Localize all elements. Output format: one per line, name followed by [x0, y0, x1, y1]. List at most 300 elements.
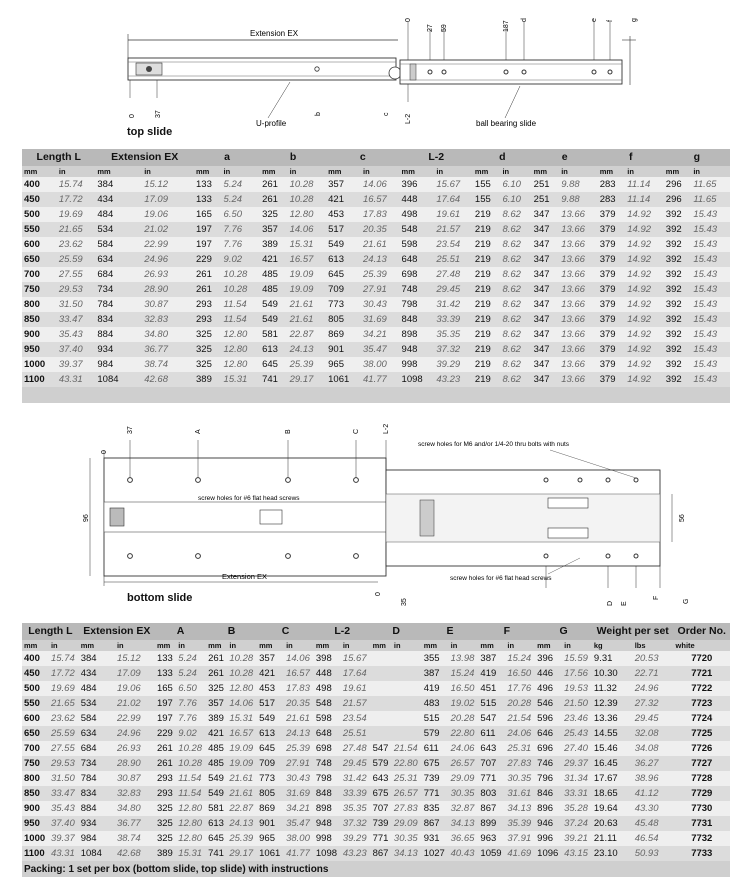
- unit-header: in: [559, 166, 598, 177]
- table-cell: 39.37: [57, 357, 96, 372]
- table-cell: 771: [478, 771, 505, 786]
- table-cell: 771: [371, 831, 392, 846]
- table-cell: 13.66: [559, 237, 598, 252]
- table-cell: 12.80: [176, 801, 206, 816]
- table-cell: 31.42: [341, 771, 371, 786]
- table-cell: 251: [532, 177, 560, 192]
- table-cell: 25.39: [288, 357, 327, 372]
- table-cell: 29.17: [227, 846, 257, 861]
- table-cell: 17.67: [592, 771, 633, 786]
- unit-header: mm: [478, 640, 505, 651]
- table-cell: 392: [664, 312, 692, 327]
- table-cell: 35.43: [49, 801, 79, 816]
- table-cell: 25.51: [341, 726, 371, 741]
- table-cell: 7727: [674, 756, 730, 771]
- flat-head-screws-label-bottom: screw holes for #6 flat head screws: [450, 575, 552, 582]
- table-cell: 517: [326, 222, 361, 237]
- table-cell: 15.43: [691, 357, 730, 372]
- table-cell: 27.91: [284, 756, 314, 771]
- table-cell: 450: [22, 666, 49, 681]
- table-cell: 21.54: [392, 741, 422, 756]
- table-cell: 355: [422, 651, 449, 666]
- table-cell: 155: [473, 192, 501, 207]
- table-cell: 21.65: [57, 222, 96, 237]
- table-cell: 1061: [257, 846, 284, 861]
- table-cell: 8.62: [500, 357, 531, 372]
- table-cell: 396: [400, 177, 435, 192]
- column-header: L-2: [314, 623, 371, 640]
- unit-header: white: [674, 640, 730, 651]
- unit-header: in: [361, 166, 400, 177]
- table-cell: 748: [314, 756, 341, 771]
- table-cell: 901: [257, 816, 284, 831]
- table-cell: 14.92: [625, 357, 664, 372]
- table-cell: 392: [664, 357, 692, 372]
- table-cell: 17.72: [57, 192, 96, 207]
- table-cell: [392, 681, 422, 696]
- svg-text:B: B: [285, 429, 292, 434]
- table-cell: 219: [473, 222, 501, 237]
- table-cell: 43.30: [633, 801, 674, 816]
- table-cell: 10.28: [227, 651, 257, 666]
- table-cell: 25.59: [57, 252, 96, 267]
- table-cell: 645: [206, 831, 227, 846]
- table-cell: 771: [422, 786, 449, 801]
- table-cell: 23.54: [341, 711, 371, 726]
- table-cell: 709: [257, 756, 284, 771]
- table-cell: 600: [22, 237, 57, 252]
- table-cell: 848: [400, 312, 435, 327]
- table-cell: 392: [664, 282, 692, 297]
- table-cell: 698: [314, 741, 341, 756]
- table-cell: 16.45: [592, 756, 633, 771]
- table-cell: 1084: [79, 846, 115, 861]
- unit-header: mm: [326, 166, 361, 177]
- table-cell: 37.91: [505, 831, 535, 846]
- table-cell: 379: [598, 357, 626, 372]
- table-cell: 5.24: [222, 177, 261, 192]
- table-cell: 850: [22, 786, 49, 801]
- table-cell: 400: [22, 651, 49, 666]
- table-cell: 453: [326, 207, 361, 222]
- table-cell: 31.69: [361, 312, 400, 327]
- table-cell: 219: [473, 267, 501, 282]
- table-cell: 10.28: [288, 177, 327, 192]
- packing-footer: Packing: 1 set per box (bottom slide, top slide) with instructions: [22, 861, 730, 877]
- table-cell: 15.43: [691, 252, 730, 267]
- table-cell: 547: [478, 711, 505, 726]
- unit-header: mm: [22, 640, 49, 651]
- table-cell: 347: [532, 222, 560, 237]
- table-cell: 7722: [674, 681, 730, 696]
- bottom-table-header-row: [22, 623, 730, 640]
- table-cell: 419: [478, 666, 505, 681]
- table-cell: 10.28: [227, 666, 257, 681]
- table-cell: 13.66: [559, 267, 598, 282]
- table-cell: 35.43: [57, 327, 96, 342]
- table-cell: 27.83: [505, 756, 535, 771]
- table-row: [22, 327, 730, 342]
- table-cell: 500: [22, 681, 49, 696]
- table-cell: [371, 666, 392, 681]
- table-row: [22, 372, 730, 387]
- table-cell: 17.72: [49, 666, 79, 681]
- table-cell: 16.57: [288, 252, 327, 267]
- table-cell: [371, 651, 392, 666]
- table-cell: 1084: [95, 372, 142, 387]
- table-cell: 379: [598, 207, 626, 222]
- table-cell: 37.32: [434, 342, 473, 357]
- table-cell: 229: [155, 726, 176, 741]
- table-cell: 24.06: [449, 741, 479, 756]
- table-cell: 23.62: [49, 711, 79, 726]
- table-cell: 19.09: [288, 282, 327, 297]
- unit-header: mm: [532, 166, 560, 177]
- table-cell: 13.66: [559, 297, 598, 312]
- table-cell: 14.92: [625, 297, 664, 312]
- table-cell: 387: [422, 666, 449, 681]
- table-cell: 133: [194, 177, 222, 192]
- table-cell: 707: [478, 756, 505, 771]
- table-cell: 15.43: [691, 267, 730, 282]
- table-cell: 389: [194, 372, 222, 387]
- table-cell: 293: [194, 297, 222, 312]
- table-cell: 251: [532, 192, 560, 207]
- table-cell: 1027: [422, 846, 449, 861]
- table-cell: 40.43: [449, 846, 479, 861]
- table-cell: 325: [206, 681, 227, 696]
- table-cell: 325: [155, 816, 176, 831]
- table-cell: 12.80: [222, 342, 261, 357]
- svg-text:56: 56: [679, 514, 686, 522]
- table-cell: 34.13: [449, 816, 479, 831]
- table-cell: 41.77: [284, 846, 314, 861]
- column-header: F: [478, 623, 535, 640]
- unit-header: in: [449, 640, 479, 651]
- ball-bearing-label: ball bearing slide: [476, 119, 537, 128]
- table-cell: 27.48: [434, 267, 473, 282]
- table-cell: 33.47: [49, 786, 79, 801]
- table-cell: 379: [598, 372, 626, 387]
- column-header: L-2: [400, 149, 473, 166]
- table-cell: 15.46: [592, 741, 633, 756]
- table-cell: 30.35: [505, 771, 535, 786]
- table-cell: 25.31: [505, 741, 535, 756]
- table-cell: 384: [79, 651, 115, 666]
- svg-text:b: b: [315, 112, 322, 116]
- table-cell: 379: [598, 312, 626, 327]
- table-cell: 498: [400, 207, 435, 222]
- table-cell: 325: [155, 831, 176, 846]
- table-cell: 29.45: [341, 756, 371, 771]
- table-cell: 598: [400, 237, 435, 252]
- bottom-slide-drawing: [0, 410, 750, 610]
- table-cell: 30.43: [361, 297, 400, 312]
- table-cell: 293: [155, 771, 176, 786]
- unit-header: in: [625, 166, 664, 177]
- table-cell: 133: [194, 192, 222, 207]
- table-cell: 934: [79, 816, 115, 831]
- table-cell: 846: [535, 786, 562, 801]
- table-cell: 34.13: [505, 801, 535, 816]
- table-cell: 646: [535, 726, 562, 741]
- table-cell: 800: [22, 771, 49, 786]
- svg-text:E: E: [621, 601, 628, 606]
- table-cell: 21.02: [142, 222, 194, 237]
- table-cell: 548: [400, 222, 435, 237]
- table-cell: 25.51: [434, 252, 473, 267]
- table-cell: 23.46: [562, 711, 592, 726]
- column-header: c: [326, 149, 399, 166]
- table-cell: 11.54: [176, 771, 206, 786]
- table-cell: 29.09: [392, 816, 422, 831]
- table-cell: 19.64: [592, 801, 633, 816]
- table-cell: 347: [532, 252, 560, 267]
- table-cell: 219: [473, 237, 501, 252]
- table-cell: 17.83: [284, 681, 314, 696]
- table-cell: 34.21: [361, 327, 400, 342]
- table-cell: 31.42: [434, 297, 473, 312]
- table-cell: 37.24: [562, 816, 592, 831]
- column-header: Length L: [22, 623, 79, 640]
- table-cell: 19.09: [227, 741, 257, 756]
- table-cell: 36.27: [633, 756, 674, 771]
- unit-header: in: [288, 166, 327, 177]
- table-cell: 15.24: [505, 651, 535, 666]
- table-cell: 20.63: [592, 816, 633, 831]
- table-cell: 20.35: [361, 222, 400, 237]
- table-cell: 984: [79, 831, 115, 846]
- table-cell: 34.08: [633, 741, 674, 756]
- table-cell: 30.35: [449, 786, 479, 801]
- table-cell: [371, 681, 392, 696]
- table-cell: 41.12: [633, 786, 674, 801]
- table-cell: 384: [95, 177, 142, 192]
- table-cell: 803: [478, 786, 505, 801]
- table-cell: 38.00: [284, 831, 314, 846]
- table-cell: 15.31: [222, 372, 261, 387]
- table-cell: 634: [79, 726, 115, 741]
- table-cell: 296: [664, 177, 692, 192]
- table-cell: 684: [95, 267, 142, 282]
- table-cell: 648: [314, 726, 341, 741]
- table-cell: 11.65: [691, 192, 730, 207]
- table-cell: 11.54: [176, 786, 206, 801]
- table-cell: 392: [664, 237, 692, 252]
- table-cell: 10.28: [176, 741, 206, 756]
- column-header: Extension EX: [79, 623, 155, 640]
- table-cell: 38.74: [115, 831, 155, 846]
- table-cell: 347: [532, 237, 560, 252]
- table-cell: 347: [532, 267, 560, 282]
- table-cell: 965: [326, 357, 361, 372]
- table-cell: 24.96: [142, 252, 194, 267]
- column-header: b: [260, 149, 326, 166]
- table-cell: 8.62: [500, 372, 531, 387]
- table-cell: 13.66: [559, 252, 598, 267]
- column-header: C: [257, 623, 314, 640]
- table-cell: 707: [371, 801, 392, 816]
- table-cell: 24.06: [505, 726, 535, 741]
- unit-header: in: [176, 640, 206, 651]
- table-cell: 931: [422, 831, 449, 846]
- table-cell: 8.62: [500, 342, 531, 357]
- table-cell: 648: [400, 252, 435, 267]
- svg-text:F: F: [653, 595, 660, 600]
- table-cell: 898: [314, 801, 341, 816]
- table-cell: 14.92: [625, 327, 664, 342]
- table-cell: 389: [206, 711, 227, 726]
- table-cell: 219: [473, 327, 501, 342]
- table-cell: 155: [473, 177, 501, 192]
- table-cell: 13.66: [559, 222, 598, 237]
- table-cell: 998: [314, 831, 341, 846]
- table-cell: 7723: [674, 696, 730, 711]
- table-cell: 10.28: [222, 267, 261, 282]
- table-cell: 998: [400, 357, 435, 372]
- table-cell: 35.35: [341, 801, 371, 816]
- bottom-slide-table: [22, 623, 730, 877]
- table-cell: 21.65: [49, 696, 79, 711]
- table-cell: 39.29: [341, 831, 371, 846]
- table-cell: 8.62: [500, 312, 531, 327]
- table-cell: 869: [257, 801, 284, 816]
- top-slide-drawing: [0, 0, 750, 140]
- table-cell: 219: [473, 252, 501, 267]
- table-cell: 39.37: [49, 831, 79, 846]
- table-cell: 261: [155, 756, 176, 771]
- table-cell: 29.17: [288, 372, 327, 387]
- table-cell: 19.53: [562, 681, 592, 696]
- table-cell: 19.06: [142, 207, 194, 222]
- svg-text:0: 0: [405, 18, 412, 22]
- table-cell: 27.55: [49, 741, 79, 756]
- table-cell: 784: [79, 771, 115, 786]
- column-header: d: [473, 149, 532, 166]
- table-cell: 13.66: [559, 207, 598, 222]
- table-cell: 484: [79, 681, 115, 696]
- table-cell: 27.32: [633, 696, 674, 711]
- table-cell: 347: [532, 297, 560, 312]
- table-cell: 643: [478, 741, 505, 756]
- table-cell: 398: [314, 651, 341, 666]
- table-cell: 27.55: [57, 267, 96, 282]
- table-cell: 434: [95, 192, 142, 207]
- svg-text:37: 37: [127, 426, 134, 434]
- unit-header: mm: [535, 640, 562, 651]
- table-cell: 8.62: [500, 267, 531, 282]
- svg-text:0: 0: [129, 114, 136, 118]
- top-slide-table: [22, 149, 730, 403]
- table-cell: 21.61: [227, 786, 257, 801]
- table-cell: 996: [535, 831, 562, 846]
- svg-text:D: D: [607, 600, 614, 606]
- table-cell: 650: [22, 252, 57, 267]
- unit-header: in: [227, 640, 257, 651]
- table-cell: 357: [257, 651, 284, 666]
- table-cell: 867: [478, 801, 505, 816]
- table-cell: 14.06: [284, 651, 314, 666]
- table-cell: 899: [478, 816, 505, 831]
- table-cell: 379: [598, 252, 626, 267]
- table-cell: 24.96: [115, 726, 155, 741]
- table-cell: 549: [260, 312, 288, 327]
- table-cell: 219: [473, 282, 501, 297]
- table-cell: 5.24: [176, 651, 206, 666]
- table-row: [22, 252, 730, 267]
- table-row: [22, 816, 730, 831]
- table-cell: 25.39: [361, 267, 400, 282]
- table-cell: 645: [257, 741, 284, 756]
- table-cell: 421: [326, 192, 361, 207]
- table-cell: 20.28: [505, 696, 535, 711]
- table-cell: 485: [206, 741, 227, 756]
- table-row: [22, 267, 730, 282]
- svg-text:37: 37: [155, 110, 162, 118]
- table-cell: 645: [260, 357, 288, 372]
- table-cell: 325: [194, 342, 222, 357]
- table-cell: 347: [532, 372, 560, 387]
- column-header: Order No.: [674, 623, 730, 640]
- table-cell: 392: [664, 252, 692, 267]
- svg-text:e: e: [591, 18, 598, 22]
- table-cell: 38.96: [633, 771, 674, 786]
- table-cell: 8.62: [500, 222, 531, 237]
- table-cell: 15.43: [691, 327, 730, 342]
- table-cell: 261: [194, 282, 222, 297]
- table-cell: 13.66: [559, 327, 598, 342]
- svg-text:0: 0: [375, 592, 382, 596]
- table-cell: 900: [22, 801, 49, 816]
- table-cell: 29.53: [57, 282, 96, 297]
- table-cell: 1096: [535, 846, 562, 861]
- table-cell: 581: [260, 327, 288, 342]
- table-cell: 963: [478, 831, 505, 846]
- table-cell: [392, 696, 422, 711]
- table-cell: 41.77: [361, 372, 400, 387]
- table-cell: 389: [155, 846, 176, 861]
- svg-text:f: f: [607, 20, 614, 22]
- svg-text:L-2: L-2: [383, 423, 390, 434]
- table-cell: 1100: [22, 372, 57, 387]
- table-cell: 581: [206, 801, 227, 816]
- table-cell: 36.77: [142, 342, 194, 357]
- table-cell: 611: [478, 726, 505, 741]
- table-cell: 347: [532, 342, 560, 357]
- table-cell: 15.43: [691, 237, 730, 252]
- column-header: A: [155, 623, 206, 640]
- table-cell: 26.93: [115, 741, 155, 756]
- table-cell: 15.74: [57, 177, 96, 192]
- table-cell: 27.40: [562, 741, 592, 756]
- table-row: [22, 207, 730, 222]
- table-cell: 325: [194, 327, 222, 342]
- table-cell: 46.54: [633, 831, 674, 846]
- table-cell: 379: [598, 342, 626, 357]
- table-cell: 219: [473, 207, 501, 222]
- table-cell: 392: [664, 342, 692, 357]
- table-cell: 43.15: [562, 846, 592, 861]
- unit-header: mm: [206, 640, 227, 651]
- table-cell: 15.59: [562, 651, 592, 666]
- table-cell: 17.83: [361, 207, 400, 222]
- unit-header: kg: [592, 640, 633, 651]
- table-cell: 796: [535, 771, 562, 786]
- table-cell: 14.55: [592, 726, 633, 741]
- table-cell: 13.66: [559, 357, 598, 372]
- table-cell: 261: [155, 741, 176, 756]
- column-header: G: [535, 623, 592, 640]
